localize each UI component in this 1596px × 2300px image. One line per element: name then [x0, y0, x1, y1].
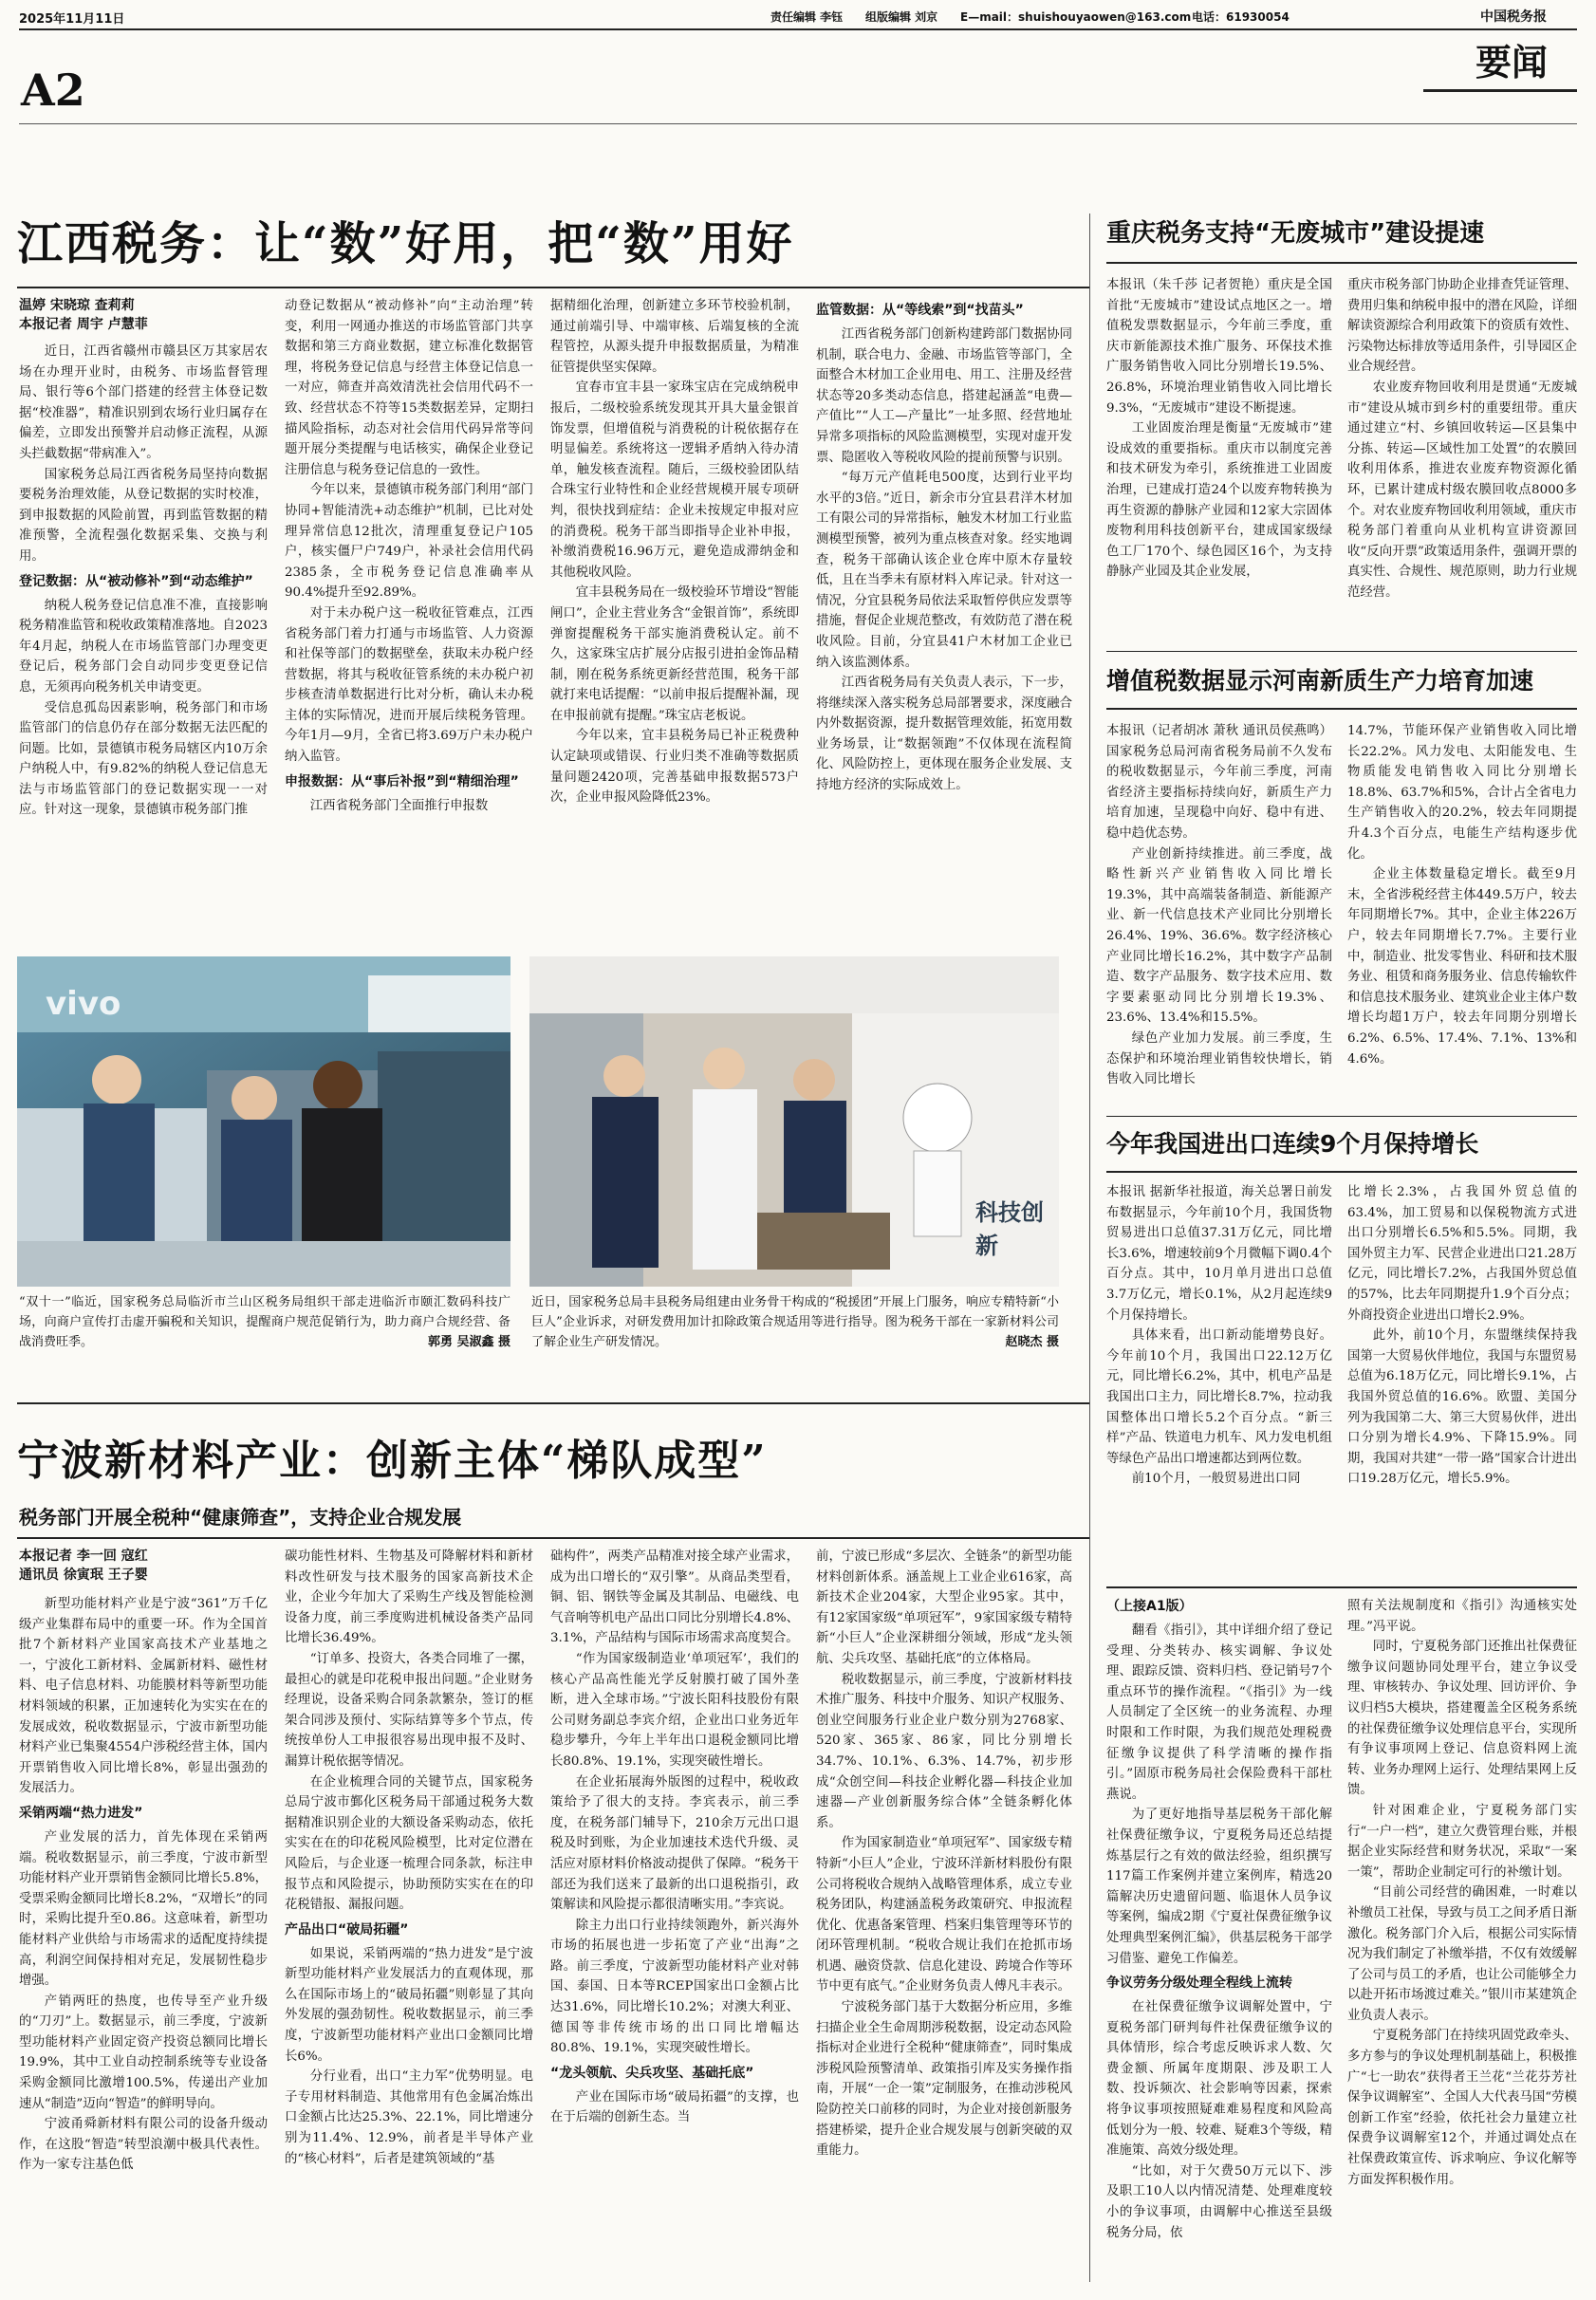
article-paragraph: 比增长2.3%，占我国外贸总值的63.4%，加工贸易和以保税物流方式进出口分别增长6.5%和5.5%。同期，我国外贸主力军、民营企业进出口21.28万亿元，同比增长7.2%，占我国外贸总值的57%，比去年同期提升1.9个百分点；外商投资企业进出口增长2.9%。 — [1347, 1185, 1577, 1323]
article-subheading: “龙头领航、尖兵攻坚、基础托底” — [550, 2065, 754, 2081]
article-continued-label: （上接A1版） — [1106, 1599, 1193, 1614]
article-paragraph: 近日，江西省赣州市赣县区万其家居农场在办理开业时，由税务、市场监督管理局、银行等6个部门搭建的经营主体登记数据“校准器”，精准识别到农场行业归属存在偏差，立即发出预警并启动修正流程，从源头拦截数据“带病准入”。 — [19, 344, 268, 461]
article-trade-top-rule — [1106, 1116, 1577, 1117]
article-paragraph: 对于未办税户这一税收征管难点，江西省税务部门着力打通与市场监管、人力资源和社保等部门的数据壁垒，获取未办税户经营数据，将其与税收征管系统的未办税户初步核查清单数据进行比对分析，确认未办税主体的实际情况，进而开展后续税务管理。今年1月—9月，全省已将3.69万户未办税户纳入监管。 — [285, 605, 533, 765]
article-paragraph: 税收数据显示，前三季度，宁波新材料技术推广服务、科技中介服务、知识产权服务、创业空间服务行业企业户数分别为2768家、520家、365家、86家，同比分别增长34.7%、10.1%、6.3%、14.7%，初步形成“众创空间—科技企业孵化器—科技企业加速器—产业创新服务综合体”全链条孵化体系。 — [816, 1672, 1072, 1830]
article-jiangxi-title-rule — [17, 287, 1089, 288]
article-paragraph: 工业固废治理是衡量“无废城市”建设成效的重要指标。重庆市以制度完善和技术研发为牵引，系统推进工业固废治理，已建成打造24个以废弃物转换为再生资源的静脉产业园和12家大宗固体废物利用科技创新平台，建成国家级绿色工厂170个、绿色园区16个，为支持静脉产业园及其企业发展， — [1106, 421, 1332, 580]
header-rule — [19, 28, 1577, 30]
page-number: A2 — [21, 65, 85, 116]
article-ningbo-col-1 — [19, 1594, 268, 2277]
article-jiangxi-title: 江西税务：让“数”好用，把“数”用好 — [17, 217, 794, 270]
header-phone: 电话：61930054 — [1192, 10, 1290, 24]
article-ningbo-col-4 — [816, 1547, 1072, 2277]
section-underline — [1423, 89, 1577, 92]
article-subheading: 产品出口“破局拓疆” — [285, 1921, 409, 1938]
article-paragraph: 本报讯（记者胡冰 萧秋 通讯员侯燕鸣）国家税务总局河南省税务局前不久发布的税收数据显示，今年前三季度，河南省经济主要指标持续向好，新质生产力培育加速，呈现稳中向好、稳中有进、稳中趋优态势。 — [1106, 724, 1332, 841]
article-jiangxi-col-3 — [550, 296, 799, 911]
article-paragraph: 前，宁波已形成“多层次、全链条”的新型功能材料创新体系。涵盖规上工业企业616家，高新技术企业204家，大型企业95家。其中，有12家国家级“单项冠军”，9家国家级专精特新“小巨人”企业深耕细分领域，形成“龙头领航、尖兵攻坚、基础托底”的立体格局。 — [816, 1549, 1072, 1666]
article-paragraph: 国家税务总局江西省税务局坚持向数据要税务治理效能，从登记数据的实时校准，到申报数据的风险前置，再到监管数据的精准预警，全流程强化数据采集、交换与利用。 — [19, 467, 268, 564]
article-paragraph: 纳税人税务登记信息准不准，直接影响税务精准监管和税收政策精准落地。自2023年4月起，纳税人在市场监管部门办理变更登记后，税务部门会自动同步变更登记信息，无须再向税务机关申请变更。 — [19, 598, 268, 695]
article-paragraph: 碳功能性材料、生物基及可降解材料和新材料改性研发与技术服务的国家高新技术企业，企业今年加大了采购生产线及智能检测设备力度，前三季度购进机械设备类产品同比增长36.49%。 — [285, 1549, 533, 1646]
article-trade-col-1 — [1106, 1182, 1332, 1581]
article-ningbo-byline-2: 通讯员 徐寅珉 王子婴 — [19, 1567, 148, 1583]
article-paragraph: 14.7%，节能环保产业销售收入同比增长22.2%。风力发电、太阳能发电、生物质能发电销售收入同比分别增长18.8%、63.7%和5%，合计占全省电力生产销售收入的20.2%，较去年同期提升4.3个百分点，电能生产结构逐步优化。 — [1347, 724, 1577, 862]
article-jiangxi-col-2 — [285, 296, 533, 911]
article-paragraph: 新型功能材料产业是宁波“361”万千亿级产业集群布局中的重要一环。作为全国首批7个新材料产业国家高技术产业基地之一，宁波化工新材料、金属新材料、磁性材料、电子信息材料、功能膜材料等新型功能材料领域的积累，正加速转化为实实在在的发展成效，税收数据显示，宁波市新型功能材料产业已集聚4554户涉税经营主体，国内开票销售收入同比增长8%，彰显出强劲的发展活力。 — [19, 1597, 268, 1796]
article-paragraph: “比如，对于欠费50万元以下、涉及职工10人以内情况清楚、处理难度较小的争议事项，由调解中心推送至县级税务分局，依 — [1106, 2163, 1332, 2240]
article-henan-title: 增值税数据显示河南新质生产力培育加速 — [1106, 667, 1534, 695]
article-paragraph: 针对困难企业，宁夏税务部门实行“一户一档”，建立欠费管理台账，并根据企业实际经营和财务状况，采取“一案一策”，帮助企业制定可行的补缴计划。 — [1347, 1803, 1577, 1880]
article-paragraph: 同时，宁夏税务部门还推出社保费征缴争议问题协同处理平台，建立争议受理、审核转办、争议处理、回访评价、争议归档5大模块，搭建覆盖全区税务系统的社保费征缴争议处理信息平台，实现所有争议事项网上登记、信息资料网上流转、业务办理网上运行、处理结果网上反馈。 — [1347, 1640, 1577, 1798]
header-bar — [0, 0, 1596, 28]
article-paragraph: 在企业梳理合同的关键节点，国家税务总局宁波市鄞化区税务局干部通过税务大数据精准识别企业的大额设备采购动态，依托实实在在的印花税风险模型，比对定位潜在风险后，与企业逐一梳理合同条款，标注申报节点和风险提示，协助预防实实在在的印花税错报、漏报问题。 — [285, 1774, 533, 1913]
article-paragraph: 今年以来，景德镇市税务部门利用“部门协同+智能清洗+动态维护”机制，已比对处理异常信息12批次，清理重复登记户105户，核实僵尸户749户，补录社会信用代码2385条，全市税务登记信息准确率从90.4%提升至92.89%。 — [285, 483, 533, 601]
article-paragraph: 照有关法规制度和《指引》沟通核实处理。”冯平说。 — [1347, 1599, 1577, 1634]
article-subheading: 争议劳务分级处理全程线上流转 — [1106, 1975, 1292, 1992]
article-ningbo-col-2 — [285, 1547, 533, 2277]
article-chongqing-rule — [1106, 262, 1577, 264]
article-continued-top-rule — [1106, 1586, 1577, 1588]
article-ningbo-subtitle: 税务部门开展全税种“健康筛查”，支持企业合规发展 — [19, 1506, 462, 1529]
article-paragraph: 农业废弃物回收利用是贯通“无废城市”建设从城市到乡村的重要纽带。重庆通过建立“村、乡镇回收转运—区县集中分拣、转运—区域性加工处置”的农膜回收利用体系，推进农业废弃物资源化循环，已累计建成村级农膜回收点8000多个。对农业废弃物回收利用领域，重庆市税务部门着重向从业机构宣讲资源回收“反向开票”政策适用条件，强调开票的真实性、合规性、规范原则，助力行业规范经营。 — [1347, 380, 1577, 600]
article-paragraph: 据精细化治理，创新建立多环节校验机制，通过前端引导、中端审核、后端复核的全流程管控，从源头提升申报数据质量，为精准征管提供坚实保障。 — [550, 299, 799, 375]
article-henan-col-1 — [1106, 721, 1332, 1110]
page-number-line — [19, 123, 1577, 124]
article-paragraph: 江西省税务局有关负责人表示，下一步，将继续深入落实税务总局部署要求，深度融合内外数据资源，提升数据管理效能，拓宽用数业务场景，让“数据领跑”不仅体现在流程简化、风险防控上，更体现在服务企业发展、支持地方经济的实际成效上。 — [816, 676, 1072, 793]
right-column-divider-top — [1089, 213, 1090, 1428]
article-paragraph: 江西省税务部门全面推行申报数 — [309, 798, 489, 813]
header-email: E—mail：shuishouyaowen@163.com — [960, 10, 1192, 24]
article-paragraph: 宁波甬舜新材料有限公司的设备升级动作，在这股“智造”转型浪潮中极具代表性。作为一家专注基色低 — [19, 2117, 268, 2173]
article-paragraph: 本报讯 据新华社报道，海关总署日前发布数据显示，今年前10个月，我国货物贸易进出口总值37.31万亿元，同比增长3.6%，增速较前9个月微幅下调0.4个百分点。其中，10月单月进出口总值3.7万亿元，增长0.1%，从2月起连续9个月保持增长。 — [1106, 1185, 1332, 1323]
caption-left-credit: 郭勇 吴淑鑫 摄 — [427, 1335, 510, 1349]
article-subheading: 监管数据：从“等线索”到“找苗头” — [816, 303, 1024, 318]
article-continued-col-1 — [1106, 1621, 1332, 2279]
right-column-divider-bottom — [1089, 1428, 1090, 2282]
article-jiangxi-col-1 — [19, 342, 268, 911]
article-trade-rule — [1106, 1171, 1577, 1173]
article-ningbo-title: 宁波新材料产业：创新主体“梯队成型” — [17, 1437, 768, 1485]
article-paragraph: 受信息孤岛因素影响，税务部门和市场监管部门的信息仍存在部分数据无法匹配的问题。比如，景德镇市税务局辖区内10万余户纳税人中，有9.82%的纳税人登记信息无法与市场监管部门的登记数据实现一一对应。针对这一现象，景德镇市税务部门推 — [19, 700, 268, 818]
article-trade-col-2 — [1347, 1182, 1577, 1581]
article-paragraph: 础构件”，两类产品精准对接全球产业需求，成为出口增长的“双引擎”。从商品类型看，铜、铝、钢铁等金属及其制品、电磁线、电气音响等机电产品出口同比分别增长4.8%、3.1%，产品结构与国际市场需求高度契合。 — [550, 1549, 799, 1646]
caption-left-photo — [19, 1292, 510, 1352]
article-paragraph: 为了更好地指导基层税务干部化解社保费征缴争议，宁夏税务局还总结提炼基层行之有效的做法经验，组织撰写117篇工作案例并建立案例库，精选20篇解决历史遗留问题、临退休人员争议等案例，编成2期《宁夏社保费征缴争议处理典型案例汇编》，供基层税务干部学习借鉴、避免工作偏差。 — [1106, 1808, 1332, 1966]
header-editor: 责任编辑 李钰 — [770, 10, 844, 24]
article-chongqing-col-1 — [1106, 275, 1332, 645]
header-date: 2025年11月11日 — [19, 12, 125, 27]
article-paragraph: 重庆市税务部门协助企业排查凭证管理、费用归集和纳税申报中的潜在风险，详细解读资源综合利用政策下的资质有效性、污染物达标排放等适用条件，引导园区企业合规经营。 — [1347, 278, 1577, 375]
article-henan-col-2 — [1347, 721, 1577, 1110]
article-paragraph: 作为国家制造业“单项冠军”、国家级专精特新“小巨人”企业，宁波环洋新材料股份有限公司将税收合规纳入战略管理体系，成立专业税务团队，构建涵盖税务政策研究、申报流程优化、优惠备案管理、档案归集管理等环节的闭环管理机制。“税收合规让我们在抢抓市场机遇、融资贷款、信息化建设、跨境合作等环节中更有底气。”企业财务负责人傅凡丰表示。 — [816, 1836, 1072, 1994]
caption-right-credit: 赵晓杰 摄 — [1005, 1335, 1059, 1349]
article-paragraph: 绿色产业加力发展。前三季度，生态保护和环境治理业销售较快增长，销售收入同比增长 — [1106, 1030, 1332, 1087]
article-paragraph: “每万元产值耗电500度，达到行业平均水平的3倍。”近日，新余市分宜县君洋木材加工有限公司的异常指标，触发木材加工行业监测模型预警，被列为重点核查对象。经实地调查，税务干部确认该企业仓库中原木存量较低，且在当季未有原材料入库记录。针对这一情况，分宜县税务局依法采取暂停供应发票等措施，督促企业规范整改，有效防范了潜在税收风险。目前，分宜县41户木材加工企业已纳入该监测体系。 — [816, 471, 1072, 670]
article-paragraph: “作为国家级制造业‘单项冠军’，我们的核心产品高性能光学反射膜打破了国外垄断，进入全球市场。”宁波长阳科技股份有限公司财务副总李宾介绍，企业出口业务近年稳步攀升，今年上半年出口退税金额同比增长80.8%、19.1%，实现突破性增长。 — [550, 1651, 799, 1769]
article-paragraph: 宜丰县税务局在一级校验环节增设“智能闸口”，企业主营业务含“金银首饰”，系统即弹窗提醒税务干部实施消费税认定。前不久，这家珠宝店扩展分店报引进拍金饰品精制，刚在税务系统更新经营范围，税务干部就打来电话提醒：“以前申报后提醒补漏，现在申报前就有提醒。”珠宝店老板说。 — [550, 585, 799, 723]
article-ningbo-rule — [17, 1537, 1089, 1539]
article-paragraph: 江西省税务部门创新构建跨部门数据协同机制，联合电力、金融、市场监管等部门，全面整合木材加工企业用电、用工、注册及经营状态等20多类动态信息，搭建起涵盖“电费—产值比”“人工—产量比”一址多照、经营地址异常多项指标的风险监测模型，实现对虚开发票、隐匿收入等税收风险的提前预警与识别。 — [816, 327, 1072, 465]
article-jiangxi-byline-1: 温婷 宋晓琼 查莉莉 — [19, 298, 135, 313]
article-jiangxi-byline-2: 本报记者 周宇 卢慧菲 — [19, 317, 148, 332]
article-jiangxi-col-4 — [816, 296, 1072, 911]
article-chongqing-col-2 — [1347, 275, 1577, 645]
article-paragraph: 除主力出口行业持续领跑外，新兴海外市场的拓展也进一步拓宽了产业“出海”之路。前三季度，宁波新型功能材料产业对韩国、泰国、日本等RCEP国家出口金额占比达31.6%，同比增长10.2%；对澳大利亚、德国等非传统市场的出口同比增幅达80.8%、19.1%，实现突破性增长。 — [550, 1918, 799, 2056]
article-chongqing-title: 重庆税务支持“无废城市”建设提速 — [1106, 219, 1485, 248]
article-paragraph: 宁波税务部门基于大数据分析应用，多维扫描企业全生命周期涉税数据，设定动态风险指标对企业进行全税种“健康筛查”，同时集成涉税风险预警清单、政策指引库及实务操作指南，开展“一企一策”定制服务，在推动涉税风险防控关口前移的同时，为企业对接创新服务搭建桥梁，提升企业合规发展与创新突破的双重能力。 — [816, 2000, 1072, 2159]
photo-tax-service-wall-text: 科技创新 — [975, 1199, 1044, 1259]
header-layout-editor: 组版编辑 刘京 — [865, 10, 938, 24]
article-paragraph: “目前公司经营的确困难，一时难以补缴员工社保，导致与员工之间矛盾日渐激化。税务部门介入后，根据公司实际情况为我们制定了补缴举措，不仅有效缓解了公司与员工的矛盾，也让公司能够全力以赴开拓市场渡过难关。”银川市某建筑企业负责人表示。 — [1347, 1885, 1577, 2023]
article-paragraph: 具体来看，出口新动能增势良好。今年前10个月，我国出口22.12万亿元，同比增长6.2%，其中，机电产品是我国出口主力，同比增长8.7%，拉动我国整体出口增长5.2个百分点。“新三样”产品、铁道电力机车、风力发电机组等绿色产品出口增速都达到两位数。 — [1106, 1328, 1332, 1466]
article-subheading: 采销两端“热力进发” — [19, 1805, 143, 1821]
article-trade-title: 今年我国进出口连续9个月保持增长 — [1106, 1130, 1479, 1158]
article-paragraph: 产业创新持续推进。前三季度，战略性新兴产业销售收入同比增长19.3%，其中高端装备制造、新能源产业、新一代信息技术产业同比分别增长26.4%、19%、36.6%。数字经济核心产业同比增长16.2%，其中数字产品制造、数字产品服务、数字技术应用、数字要素驱动同比分别增长19.3%、23.6%、13.4%和15.5%。 — [1106, 846, 1332, 1026]
article-paragraph: 产业在国际市场“破局拓疆”的支撑，也在于后端的创新生态。当 — [550, 2089, 799, 2125]
article-paragraph: 如果说，采销两端的“热力进发”是宁波新型功能材料产业发展活力的直观体现，那么在国际市场上的“破局拓疆”则彰显了其向外发展的强劲韧性。税收数据显示，前三季度，宁波新型功能材料产业出口金额同比增长6%。 — [285, 1946, 533, 2064]
article-paragraph: 产业发展的活力，首先体现在采销两端。税收数据显示，前三季度，宁波市新型功能材料产业开票销售金额同比增长5.8%，受票采购金额同比增长8.2%，“双增长”的同时，采购比提升至0.86。这意味着，新型功能材料产业供给与市场需求的适配度持续提高，利润空间保持相对充足，发展韧性稳步增强。 — [19, 1829, 268, 1989]
article-ningbo-col-3 — [550, 1547, 799, 2277]
article-paragraph: “订单多、投资大，各类合同堆了一摞，最担心的就是印花税申报出问题。”企业财务经理说，设备采购合同条款繁杂，签订的框架合同涉及预付、实际结算等多个节点，传统按单份人工申报很容易出现申报不及时、漏算计税依据等情况。 — [285, 1651, 533, 1769]
article-paragraph: 此外，前10个月，东盟继续保持我国第一大贸易伙伴地位，我国与东盟贸易总值为6.18万亿元，同比增长9.1%，占我国外贸总值的16.6%。欧盟、美国分列为我国第二大、第三大贸易伙伴，进出口分别为增长4.9%、下降15.9%。同期，我国对共建“一带一路”国家合计进出口19.28万亿元，增长5.9%。 — [1347, 1328, 1577, 1487]
photo-shopping-mall-sign: vivo — [46, 985, 121, 1023]
header-paper-name: 中国税务报 — [1480, 9, 1547, 25]
photo-tax-service-visit — [529, 956, 1059, 1287]
article-paragraph: 宜春市宜丰县一家珠宝店在完成纳税申报后，二级校验系统发现其开具大量金银首饰发票，但增值税与消费税的计税依据存在明显偏差。系统将这一逻辑矛盾纳入待办清单，触发核查流程。随后，三级校验团队结合珠宝行业特性和企业经营规模开展专项研判，很快找到症结：企业未按规定申报对应的消费税。税务干部当即指导企业补申报，补缴消费税16.96万元，避免造成滞纳金和其他税收风险。 — [550, 380, 799, 580]
article-paragraph: 企业主体数量稳定增长。截至9月末，全省涉税经营主体449.5万户，较去年同期增长7%。其中，企业主体226万户，较去年同期增长7.7%。主要行业中，制造业、批发零售业、科研和技术服务业、租赁和商务服务业、信息传输软件和信息技术服务业、建筑业企业主体户数增长均超1万户，较去年同期分别增长6.2%、6.5%、17.4%、7.1%、13%和4.6%。 — [1347, 867, 1577, 1067]
article-paragraph: 前10个月，一般贸易进出口同 — [1131, 1472, 1301, 1487]
photo-shopping-mall — [17, 956, 510, 1287]
article-paragraph: 在社保费征缴争议调解处置中，宁夏税务部门研判每件社保费征缴争议的具体情形，综合考虑反映诉求人数、欠费金额、所属年度期限、涉及职工人数、投诉频次、社会影响等因素，探索将争议事项按照疑难难易程度和风险高低划分为一般、较难、疑难3个等级，精准施策、高效分级处理。 — [1106, 2000, 1332, 2159]
article-paragraph: 翻看《指引》，其中详细介绍了登记受理、分类转办、核实调解、争议处理、跟踪反馈、资料归档、登记销号7个重点环节的操作流程。“《指引》为一线人员制定了全区统一的业务流程、办理时限和工作时限，为我们规范处理税费征缴争议提供了科学清晰的操作指引。”固原市税务局社会保险费科干部杜燕说。 — [1106, 1623, 1332, 1802]
article-paragraph: 在企业拓展海外版图的过程中，税收政策给予了很大的支持。李宾表示，前三季度，在税务部门辅导下，210余万元出口退税及时到账，为企业加速技术迭代升级、灵活应对原材料价格波动提供了保障。“税务干部还为我们送来了最新的出口退税指引，政策解读和风险提示都很清晰实用。”李宾说。 — [550, 1774, 799, 1913]
article-henan-top-rule — [1106, 651, 1577, 652]
article-subheading: 申报数据：从“事后补报”到“精细治理” — [285, 773, 519, 789]
article-paragraph: 宁夏税务部门在持续巩固党政牵头、多方参与的争议处理机制基础上，积极推广“七一助农”获得者王兰花“兰花芬芳社保争议调解室”、全国人大代表马国“劳模创新工作室”经验，依托社会力量建立社保费争议调解室12个，并通过调处点在社保费政策宣传、诉求响应、争议化解等方面发挥积极作用。 — [1347, 2029, 1577, 2187]
caption-left-text: “双十一”临近，国家税务总局临沂市兰山区税务局组织干部走进临沂市颐汇数码科技广场，向商户宣传打击虚开骗税和关知识，提醒商户规范促销行为，助力商户合规经营、备战消费旺季。 — [19, 1295, 510, 1349]
article-continued-col-2 — [1347, 1596, 1577, 2279]
article-paragraph: 产销两旺的热度，也传导至产业升级的“刀刃”上。数据显示，前三季度，宁波新型功能材料产业固定资产投资总额同比增长19.9%，其中工业自动控制系统等专业设备采购金额同比激增100.5%，传递出产业加速从“制造”迈向“智造”的鲜明导向。 — [19, 1994, 268, 2111]
caption-right-text: 近日，国家税务总局丰县税务局组建由业务骨干构成的“税援团”开展上门服务，响应专精特新“小巨人”企业诉求，对研发费用加计扣除政策合规适用等进行指导。图为税务干部在一家新材料公司了解企业生产研发情况。 — [531, 1295, 1059, 1349]
article-ningbo-byline-1: 本报记者 李一回 寇红 — [19, 1549, 148, 1564]
article-paragraph: 分行业看，出口“主力军”优势明显。电子专用材料制造、其他常用有色金属冶炼出口金额占比达25.3%、22.1%，同比增速分别为11.4%、12.9%，前者是半导体产业的“核心材料”，后者是建筑领域的“基 — [285, 2069, 533, 2166]
caption-right-photo — [531, 1292, 1059, 1352]
section-name: 要闻 — [1475, 41, 1549, 83]
article-henan-rule — [1106, 708, 1577, 710]
mid-page-rule — [17, 1402, 1089, 1404]
article-subheading: 登记数据：从“被动修补”到“动态维护” — [19, 573, 253, 589]
article-paragraph: 动登记数据从“被动修补”向“主动治理”转变，利用一网通办推送的市场监管部门共享数据和第三方商业数据，建立标准化数据管理，将税务登记信息与经营主体登记信息一一对应，筛查并高效清洗社会信用代码不一致、经营状态不符等15类数据差异，定期扫描风险指标，动态对社会信用代码异常等问题开展分类提醒与电话核实，确保企业登记注册信息与税务登记信息的一致性。 — [285, 299, 533, 477]
article-paragraph: 今年以来，宜丰县税务局已补正税费种认定缺项或错误、行业归类不准确等数据质量问题2420项，完善基础申报数据573户次，企业申报风险降低23%。 — [550, 729, 799, 806]
article-paragraph: 本报讯（朱千莎 记者贺艳）重庆是全国首批“无废城市”建设试点地区之一。增值税发票数据显示，今年前三季度，重庆市新能源技术推广服务、环保技术推广服务销售收入同比分别增长19.5%、26.8%，环境治理业销售收入同比增长9.3%，“无废城市”建设不断提速。 — [1106, 278, 1332, 416]
